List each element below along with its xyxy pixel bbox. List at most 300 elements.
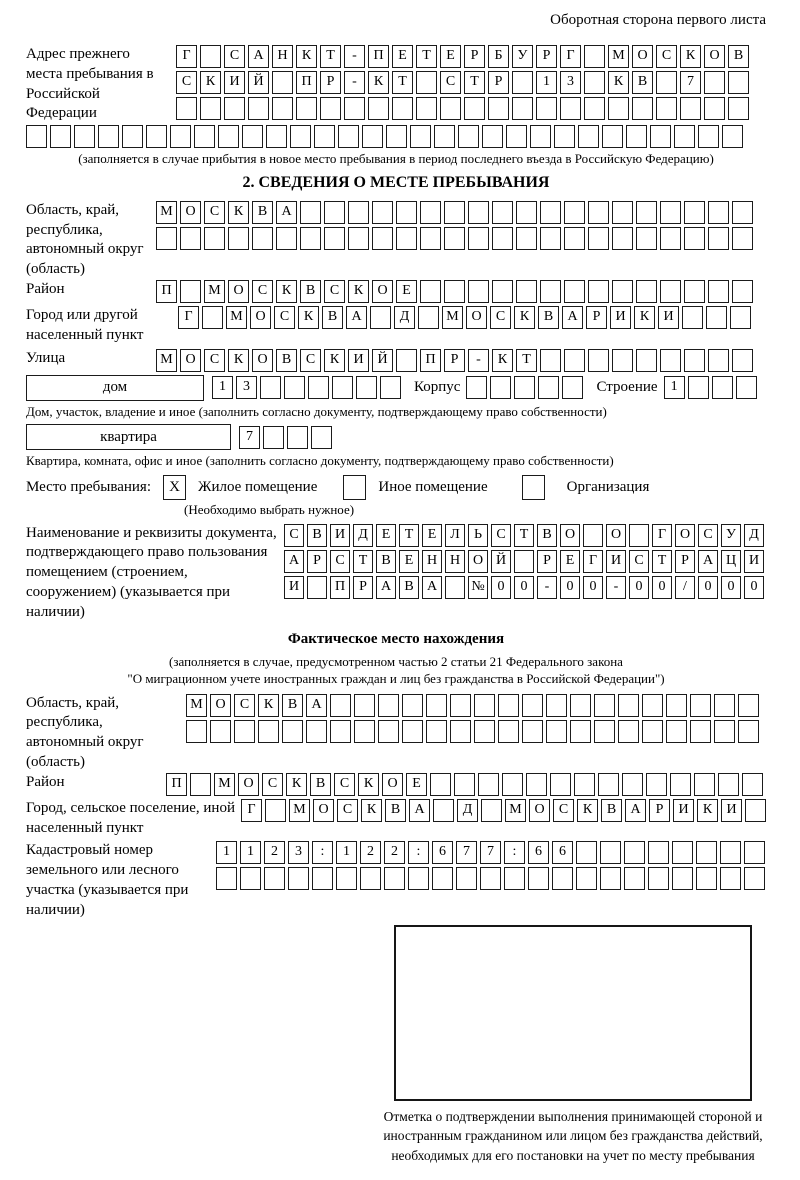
char-cell: Н — [272, 45, 293, 68]
actual-region-block — [26, 694, 766, 773]
char-cell: : — [504, 841, 525, 864]
char-cell: И — [330, 524, 350, 547]
char-cell — [708, 280, 729, 303]
char-cell: О — [529, 799, 550, 822]
char-cell: 0 — [491, 576, 511, 599]
house-caption: Дом, участок, владение и иное (заполнить согласно документу, подтверждающему право собственности) — [26, 403, 607, 419]
char-cell: А — [625, 799, 646, 822]
char-cell — [378, 694, 399, 717]
char-cell: С — [334, 773, 355, 796]
char-cell — [265, 799, 286, 822]
char-cell — [266, 125, 287, 148]
char-cell — [426, 720, 447, 743]
char-cell — [530, 125, 551, 148]
char-cell: И — [224, 71, 245, 94]
char-cell: Р — [464, 45, 485, 68]
char-cell — [276, 227, 297, 250]
char-cell — [416, 71, 437, 94]
char-cell — [583, 524, 603, 547]
char-cell — [396, 201, 417, 224]
char-cell — [536, 97, 557, 120]
char-cell: К — [492, 349, 513, 372]
char-cell: 1 — [216, 841, 237, 864]
char-cell: М — [442, 306, 463, 329]
char-cell: И — [606, 550, 626, 573]
char-cell — [216, 867, 237, 890]
char-cell: 1 — [536, 71, 557, 94]
char-cell — [498, 694, 519, 717]
char-cell: 0 — [514, 576, 534, 599]
char-cell — [660, 201, 681, 224]
char-cell — [300, 227, 321, 250]
char-cell — [180, 280, 201, 303]
char-cell — [526, 773, 547, 796]
char-cell: Н — [445, 550, 465, 573]
option-organization-label: Организация — [566, 478, 650, 495]
char-cell — [224, 97, 245, 120]
char-cell — [176, 97, 197, 120]
char-cell: П — [420, 349, 441, 372]
checkbox-other-premises — [343, 475, 366, 500]
char-cell — [272, 71, 293, 94]
korpus-cells — [466, 376, 586, 399]
apartment-type-box: квартира — [26, 424, 231, 450]
char-cell — [474, 694, 495, 717]
char-cell — [200, 45, 221, 68]
char-cell: Т — [516, 349, 537, 372]
char-cell — [540, 280, 561, 303]
char-cell — [324, 227, 345, 250]
char-cell — [736, 376, 757, 399]
char-cell — [708, 349, 729, 372]
char-cell — [636, 201, 657, 224]
char-cell: О — [228, 280, 249, 303]
char-cell: 0 — [583, 576, 603, 599]
char-cell — [684, 227, 705, 250]
char-cell: Т — [320, 45, 341, 68]
actual-city-block — [26, 799, 766, 839]
char-cell — [378, 720, 399, 743]
checkbox-residential: X — [163, 475, 186, 500]
char-cell: - — [468, 349, 489, 372]
char-cell — [444, 201, 465, 224]
char-cell: Е — [560, 550, 580, 573]
char-cell — [564, 227, 585, 250]
char-cell — [440, 97, 461, 120]
char-cell — [370, 306, 391, 329]
char-cell — [522, 720, 543, 743]
apartment-caption: Квартира, комната, офис и иное (заполнить согласно документу, подтверждающему право собственности) — [26, 453, 614, 469]
char-cell: 1 — [336, 841, 357, 864]
char-cell: П — [156, 280, 177, 303]
char-cell: К — [228, 201, 249, 224]
char-cell — [564, 280, 585, 303]
char-cell: В — [632, 71, 653, 94]
char-cell — [690, 694, 711, 717]
char-cell — [720, 841, 741, 864]
char-cell — [708, 201, 729, 224]
char-cell: С — [491, 524, 511, 547]
char-cell: 0 — [744, 576, 764, 599]
char-cell: С — [698, 524, 718, 547]
char-cell — [522, 694, 543, 717]
char-cell — [330, 694, 351, 717]
char-cell: М — [226, 306, 247, 329]
char-cell — [720, 867, 741, 890]
cadastral-row-1 — [216, 841, 768, 864]
char-cell — [660, 227, 681, 250]
char-cell: В — [282, 694, 303, 717]
char-cell: С — [337, 799, 358, 822]
char-cell: 1 — [240, 841, 261, 864]
char-cell: К — [368, 71, 389, 94]
char-cell — [636, 227, 657, 250]
char-cell: 0 — [560, 576, 580, 599]
char-cell — [336, 867, 357, 890]
char-cell — [170, 125, 191, 148]
char-cell — [738, 720, 759, 743]
char-cell — [642, 720, 663, 743]
region-row-2 — [156, 227, 756, 250]
char-cell: / — [675, 576, 695, 599]
char-cell — [636, 280, 657, 303]
page-header-note: Оборотная сторона первого листа — [550, 12, 766, 28]
actual-location-caption-1: (заполняется в случае, предусмотренном частью 2 статьи 21 Федерального закона — [169, 653, 623, 669]
char-cell — [666, 694, 687, 717]
char-cell — [672, 841, 693, 864]
char-cell — [594, 720, 615, 743]
char-cell — [474, 720, 495, 743]
char-cell — [502, 773, 523, 796]
char-cell — [744, 867, 765, 890]
char-cell — [368, 97, 389, 120]
city-block — [26, 306, 766, 346]
char-cell — [306, 720, 327, 743]
char-cell — [684, 201, 705, 224]
char-cell — [738, 694, 759, 717]
char-cell — [682, 306, 703, 329]
char-cell: И — [348, 349, 369, 372]
char-cell — [608, 97, 629, 120]
char-cell — [704, 97, 725, 120]
char-cell — [26, 125, 47, 148]
char-cell: Р — [537, 550, 557, 573]
char-cell — [600, 867, 621, 890]
korpus-label: Корпус — [414, 379, 461, 396]
char-cell: В — [538, 306, 559, 329]
char-cell: К — [348, 280, 369, 303]
cadastral-row-2 — [216, 867, 768, 890]
char-cell — [588, 227, 609, 250]
region-block — [26, 201, 766, 280]
char-cell — [602, 125, 623, 148]
char-cell: А — [422, 576, 442, 599]
char-cell: Д — [457, 799, 478, 822]
char-cell — [540, 227, 561, 250]
char-cell: 0 — [629, 576, 649, 599]
char-cell — [618, 720, 639, 743]
char-cell — [698, 125, 719, 148]
char-cell: В — [376, 550, 396, 573]
char-cell: Д — [353, 524, 373, 547]
char-cell — [480, 867, 501, 890]
document-block — [26, 524, 766, 623]
char-cell — [272, 97, 293, 120]
char-cell — [210, 720, 231, 743]
char-cell — [458, 125, 479, 148]
char-cell: С — [300, 349, 321, 372]
char-cell: П — [296, 71, 317, 94]
char-cell: Р — [586, 306, 607, 329]
char-cell — [538, 376, 559, 399]
char-cell — [430, 773, 451, 796]
char-cell — [730, 306, 751, 329]
char-cell: О — [180, 201, 201, 224]
actual-region-label: Область, край, республика, автономный округ (область) — [26, 694, 144, 771]
char-cell — [554, 125, 575, 148]
prev-address-caption: (заполняется в случае прибытия в новое место пребывания в период последнего въезда в Российскую Федерацию) — [78, 151, 714, 167]
char-cell — [432, 867, 453, 890]
char-cell: К — [258, 694, 279, 717]
char-cell — [696, 867, 717, 890]
char-cell — [234, 720, 255, 743]
char-cell: Г — [241, 799, 262, 822]
stroenie-cells — [664, 376, 760, 399]
char-cell: Г — [178, 306, 199, 329]
char-cell — [320, 97, 341, 120]
char-cell: О — [372, 280, 393, 303]
char-cell: О — [180, 349, 201, 372]
char-cell — [728, 71, 749, 94]
char-cell — [156, 227, 177, 250]
char-cell — [714, 694, 735, 717]
char-cell — [450, 720, 471, 743]
char-cell — [574, 773, 595, 796]
street-block — [26, 349, 766, 372]
char-cell — [308, 376, 329, 399]
char-cell: К — [298, 306, 319, 329]
char-cell: В — [385, 799, 406, 822]
char-cell: А — [409, 799, 430, 822]
char-cell — [516, 280, 537, 303]
apartment-cells — [239, 426, 335, 449]
char-cell — [408, 867, 429, 890]
char-cell — [584, 45, 605, 68]
prev-address-block — [26, 45, 766, 124]
char-cell: № — [468, 576, 488, 599]
char-cell: В — [307, 524, 327, 547]
char-cell: Б — [488, 45, 509, 68]
cadastral-label: Кадастровый номер земельного или лесного участка (указывается при наличии) — [26, 842, 189, 918]
char-cell: 2 — [360, 841, 381, 864]
char-cell: К — [296, 45, 317, 68]
char-cell — [714, 720, 735, 743]
char-cell — [490, 376, 511, 399]
char-cell: С — [262, 773, 283, 796]
char-cell: О — [632, 45, 653, 68]
char-cell — [624, 841, 645, 864]
char-cell: Й — [248, 71, 269, 94]
char-cell: К — [608, 71, 629, 94]
char-cell: 7 — [480, 841, 501, 864]
char-cell — [492, 201, 513, 224]
char-cell — [330, 720, 351, 743]
char-cell — [450, 694, 471, 717]
city-row — [178, 306, 754, 329]
char-cell: 3 — [560, 71, 581, 94]
char-cell — [186, 720, 207, 743]
option-other-premises-label: Иное помещение — [378, 478, 488, 495]
actual-city-label: Город, сельское поселение, иной населенный пункт — [26, 799, 235, 836]
char-cell: И — [673, 799, 694, 822]
char-cell — [629, 524, 649, 547]
char-cell — [696, 841, 717, 864]
char-cell — [646, 773, 667, 796]
actual-district-label: Район — [26, 773, 65, 790]
char-cell — [516, 201, 537, 224]
char-cell: С — [629, 550, 649, 573]
char-cell: Т — [392, 71, 413, 94]
char-cell: М — [204, 280, 225, 303]
char-cell — [650, 125, 671, 148]
char-cell — [670, 773, 691, 796]
char-cell — [732, 280, 753, 303]
char-cell: С — [490, 306, 511, 329]
char-cell: Г — [176, 45, 197, 68]
street-row — [156, 349, 756, 372]
document-row-2 — [284, 550, 767, 573]
char-cell: Й — [372, 349, 393, 372]
char-cell — [454, 773, 475, 796]
char-cell — [456, 867, 477, 890]
char-cell: К — [276, 280, 297, 303]
char-cell: С — [274, 306, 295, 329]
char-cell — [396, 349, 417, 372]
char-cell — [612, 201, 633, 224]
char-cell: О — [468, 550, 488, 573]
char-cell — [680, 97, 701, 120]
char-cell — [612, 227, 633, 250]
char-cell — [612, 280, 633, 303]
char-cell: Р — [307, 550, 327, 573]
char-cell — [402, 720, 423, 743]
char-cell — [248, 97, 269, 120]
char-cell: О — [382, 773, 403, 796]
actual-region-rows — [186, 694, 762, 746]
region-label: Область, край, республика, автономный округ (область) — [26, 201, 144, 278]
street-label: Улица — [26, 349, 66, 366]
char-cell — [202, 306, 223, 329]
char-cell — [674, 125, 695, 148]
char-cell — [194, 125, 215, 148]
document-rows — [284, 524, 767, 602]
char-cell — [190, 773, 211, 796]
char-cell — [312, 867, 333, 890]
cadastral-rows — [216, 841, 768, 893]
char-cell — [576, 867, 597, 890]
char-cell: Н — [422, 550, 442, 573]
char-cell — [564, 349, 585, 372]
char-cell — [311, 426, 332, 449]
char-cell: В — [322, 306, 343, 329]
char-cell: 7 — [456, 841, 477, 864]
char-cell — [282, 720, 303, 743]
char-cell: С — [224, 45, 245, 68]
char-cell — [546, 694, 567, 717]
char-cell: С — [656, 45, 677, 68]
char-cell — [360, 867, 381, 890]
actual-location-caption-2: "О миграционном учете иностранных граждан и лиц без гражданства в Российской Федерации") — [127, 671, 665, 687]
char-cell — [252, 227, 273, 250]
char-cell — [264, 867, 285, 890]
char-cell: К — [228, 349, 249, 372]
char-cell: О — [252, 349, 273, 372]
char-cell — [684, 349, 705, 372]
char-cell — [468, 280, 489, 303]
char-cell — [570, 694, 591, 717]
char-cell: И — [610, 306, 631, 329]
char-cell: В — [399, 576, 419, 599]
char-cell: О — [466, 306, 487, 329]
char-cell — [180, 227, 201, 250]
char-cell — [466, 376, 487, 399]
char-cell: 2 — [384, 841, 405, 864]
char-cell — [512, 71, 533, 94]
char-cell — [560, 97, 581, 120]
char-cell — [434, 125, 455, 148]
char-cell — [420, 280, 441, 303]
char-cell: Р — [444, 349, 465, 372]
char-cell: В — [310, 773, 331, 796]
char-cell — [410, 125, 431, 148]
char-cell — [354, 694, 375, 717]
char-cell: 1 — [664, 376, 685, 399]
prev-address-rows — [176, 45, 752, 123]
char-cell: Т — [652, 550, 672, 573]
char-cell — [666, 720, 687, 743]
place-type-caption: (Необходимо выбрать нужное) — [184, 501, 355, 517]
char-cell: Д — [394, 306, 415, 329]
char-cell — [263, 426, 284, 449]
checkbox-organization — [522, 475, 545, 500]
char-cell — [600, 841, 621, 864]
char-cell — [570, 720, 591, 743]
char-cell: К — [634, 306, 655, 329]
char-cell: А — [248, 45, 269, 68]
char-cell — [540, 349, 561, 372]
char-cell — [296, 97, 317, 120]
district-label: Район — [26, 280, 65, 297]
char-cell: А — [698, 550, 718, 573]
char-cell — [386, 125, 407, 148]
document-label: Наименование и реквизиты документа, подтверждающего право пользования помещением (строением, сооружением) (указывается при наличии) — [26, 524, 277, 620]
char-cell — [704, 71, 725, 94]
char-cell: С — [204, 201, 225, 224]
char-cell: 1 — [212, 376, 233, 399]
char-cell — [594, 694, 615, 717]
char-cell — [402, 694, 423, 717]
char-cell — [506, 125, 527, 148]
char-cell: Ц — [721, 550, 741, 573]
char-cell: Е — [440, 45, 461, 68]
apartment-row — [26, 424, 766, 450]
char-cell: М — [289, 799, 310, 822]
char-cell: Е — [406, 773, 427, 796]
char-cell — [514, 376, 535, 399]
char-cell: Р — [320, 71, 341, 94]
char-cell — [528, 867, 549, 890]
char-cell — [478, 773, 499, 796]
